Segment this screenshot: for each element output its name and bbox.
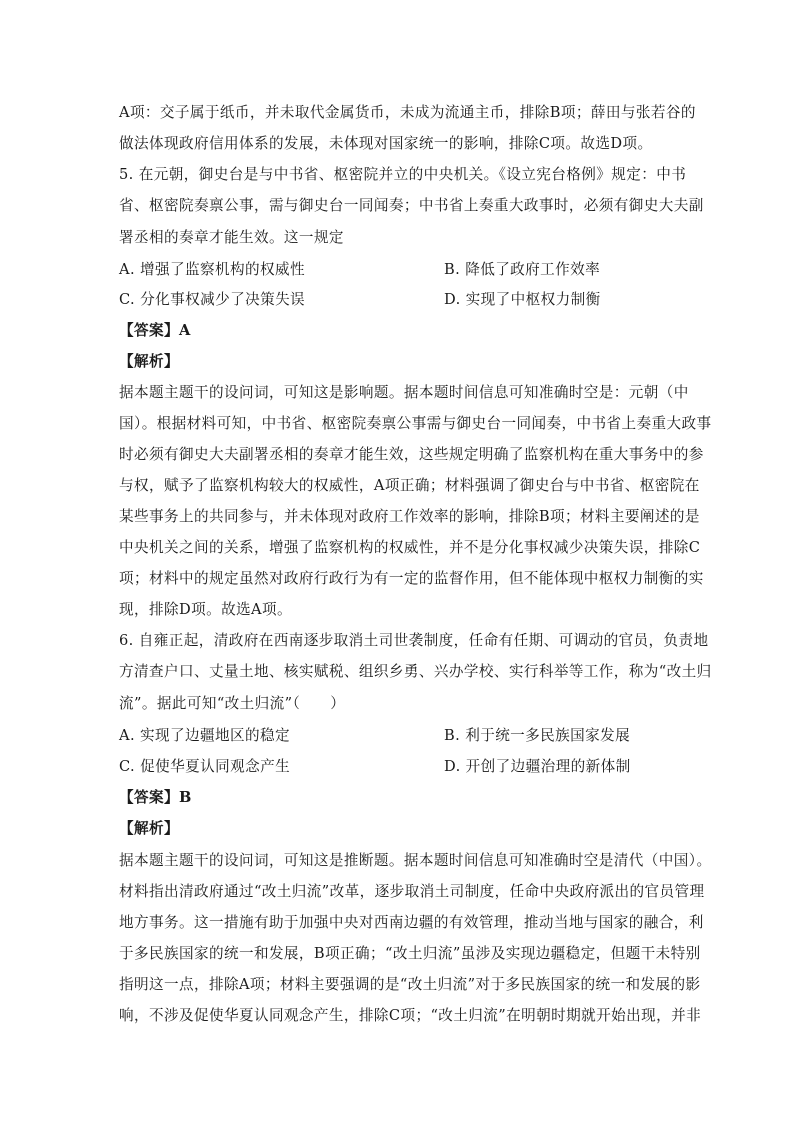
question-5-stem: 省、枢密院奏禀公事，需与御史台一同闻奏；中书省上奏重大政事时，必须有御史大夫副: [119, 197, 704, 214]
q5-analysis-line: 现，排除D项。故选A项。: [119, 601, 292, 618]
q5-answer: 【答案】A: [119, 322, 191, 339]
question-6-stem: 6. 自雍正起，清政府在西南逐步取消土司世袭制度，任命有任期、可调动的官员，负责地: [119, 632, 709, 649]
q5-analysis-line: 某些事务上的共同参与，并未体现对政府工作效率的影响，排除B项；材料主要阐述的是: [119, 508, 700, 525]
q5-analysis-line: 与权，赋予了监察机构较大的权威性，A项正确；材料强调了御史台与中书省、枢密院在: [119, 477, 700, 494]
q6-option-c: C. 促使华夏认同观念产生: [119, 758, 291, 775]
q6-analysis-line: 响，不涉及促使华夏认同观念产生，排除C项；“改土归流”在明朝时期就开始出现，并非: [119, 1007, 702, 1024]
q5-analysis-title: 【解析】: [119, 353, 179, 370]
q5-option-d: D. 实现了中枢权力制衡: [444, 291, 601, 308]
question-6-stem: 流”。据此可知“改土归流”（ ）: [119, 695, 346, 712]
q6-option-d: D. 开创了边疆治理的新体制: [444, 758, 631, 775]
q6-option-b: B. 利于统一多民族国家发展: [444, 727, 631, 744]
text-line: A项：交子属于纸币，并未取代金属货币，未成为流通主币，排除B项；薛田与张若谷的: [119, 104, 696, 121]
q5-option-a: A. 增强了监察机构的权威性: [119, 261, 305, 278]
question-6-stem: 方清查户口、丈量土地、核实赋税、组织乡勇、兴办学校、实行科举等工作，称为“改土归: [119, 663, 712, 680]
question-5-stem: 署丞相的奏章才能生效。这一规定: [119, 229, 344, 246]
question-5-stem: 5. 在元朝，御史台是与中书省、枢密院并立的中央机关。《设立宪台格例》规定：中书: [119, 166, 687, 183]
q6-analysis-line: 地方事务。这一措施有助于加强中央对西南边疆的有效管理，推动当地与国家的融合，利: [119, 914, 704, 931]
q5-option-b: B. 降低了政府工作效率: [444, 261, 601, 278]
q5-option-c: C. 分化事权减少了决策失误: [119, 291, 306, 308]
q5-analysis-line: 时必须有御史大夫副署丞相的奏章才能生效，这些规定明确了监察机构在重大事务中的参: [119, 446, 704, 463]
q5-analysis-line: 据本题主题干的设问词，可知这是影响题。据本题时间信息可知准确时空是：元朝（中: [119, 384, 689, 401]
q6-analysis-title: 【解析】: [119, 820, 179, 837]
q5-analysis-line: 国）。根据材料可知，中书省、枢密院奏禀公事需与御史台一同闻奏，中书省上奏重大政事: [119, 415, 712, 432]
text-line: 做法体现政府信用体系的发展，未体现对国家统一的影响，排除C项。故选D项。: [119, 135, 653, 152]
q6-answer: 【答案】B: [119, 789, 192, 806]
q6-analysis-line: 据本题主题干的设问词，可知这是推断题。据本题时间信息可知准确时空是清代（中国）。: [119, 852, 712, 869]
q5-analysis-line: 中央机关之间的关系，增强了监察机构的权威性，并不是分化事权减少决策失误，排除C: [119, 539, 701, 556]
q6-analysis-line: 指明这一点，排除A项；材料主要强调的是“改土归流”对于多民族国家的统一和发展的影: [119, 976, 701, 993]
q6-analysis-line: 于多民族国家的统一和发展，B项正确；“改土归流”虽涉及实现边疆稳定，但题干未特别: [119, 945, 701, 962]
q5-analysis-line: 项；材料中的规定虽然对政府行政行为有一定的监督作用，但不能体现中枢权力制衡的实: [119, 570, 704, 587]
q6-option-a: A. 实现了边疆地区的稳定: [119, 727, 290, 744]
q6-analysis-line: 材料指出清政府通过“改土归流”改革，逐步取消土司制度，任命中央政府派出的官员管理: [119, 883, 705, 900]
